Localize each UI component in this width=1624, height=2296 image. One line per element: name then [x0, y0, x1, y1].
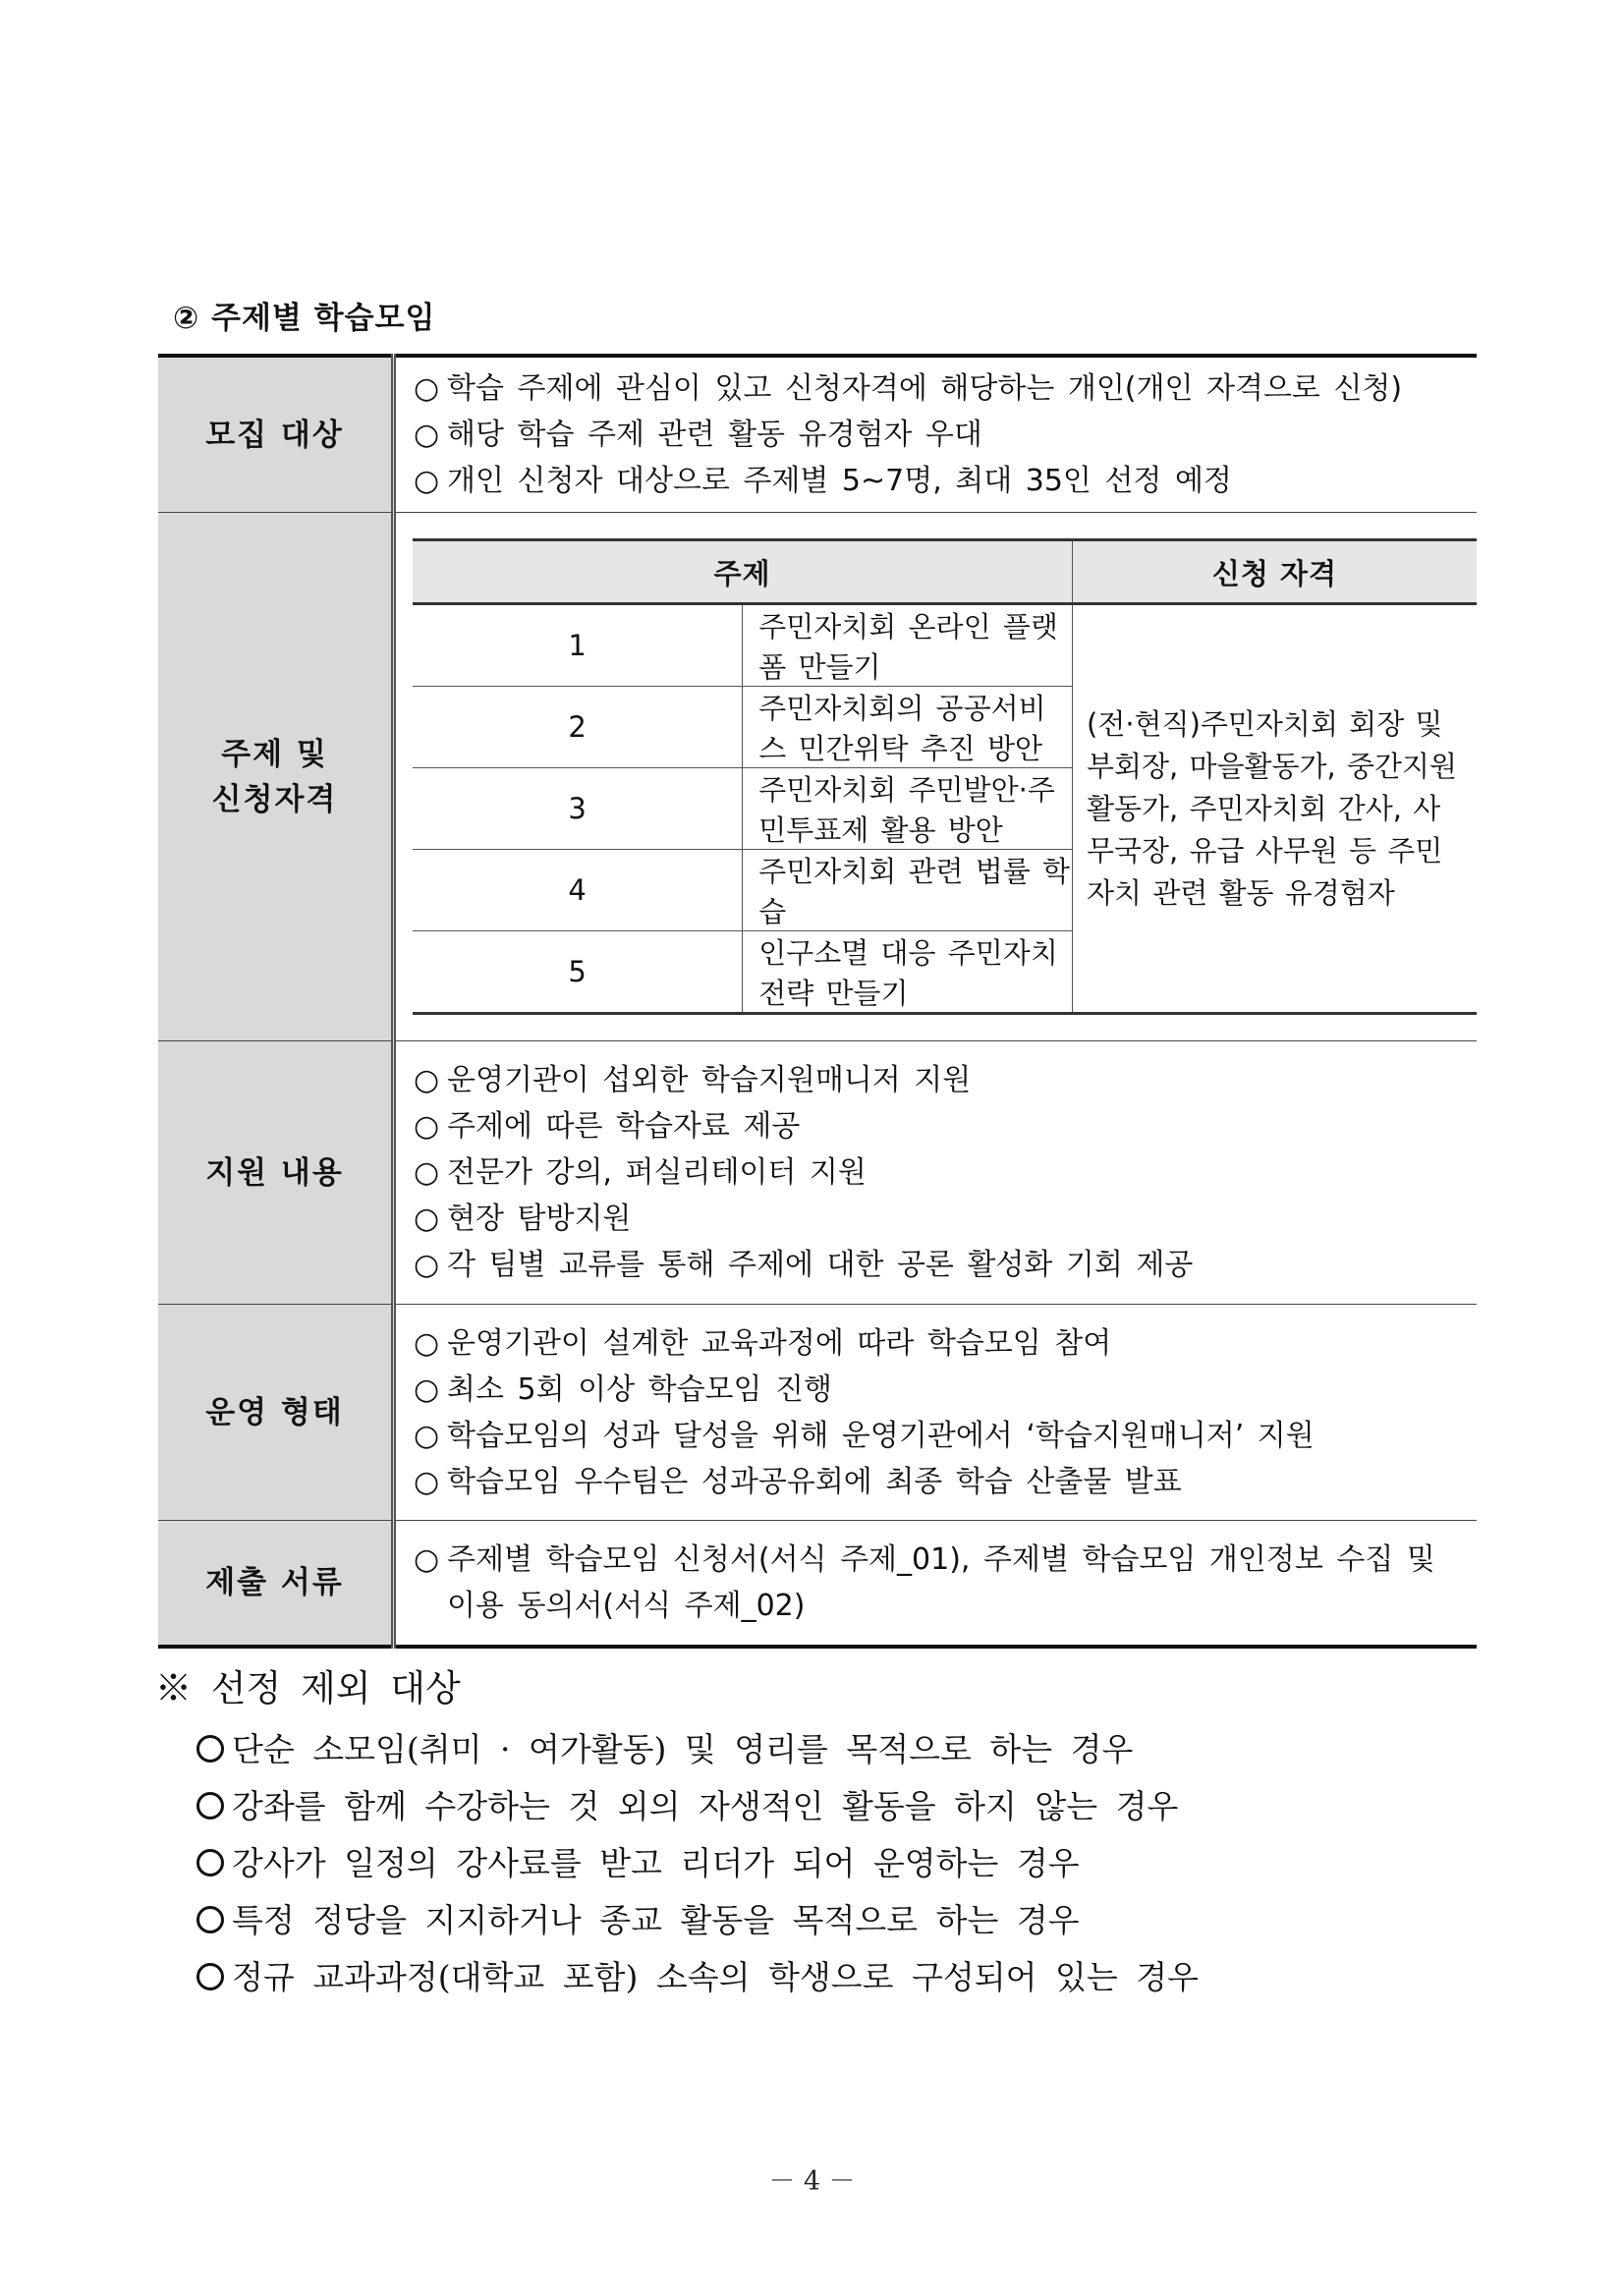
list-item: 강좌를 함께 수강하는 것 외의 자생적인 활동을 하지 않는 경우 — [196, 1778, 1199, 1835]
bullet-icon: ○ — [414, 371, 440, 406]
list-item: ○ 최소 5회 이상 학습모임 진행 — [414, 1367, 1467, 1413]
row-topics — [158, 513, 1477, 1041]
bullet-icon: ○ — [414, 1418, 440, 1453]
list-item: ○ 해당 학습 주제 관련 활동 유경험자 우대 — [414, 412, 1467, 458]
row-content-support — [394, 1041, 1478, 1305]
bullet-icon: ○ — [414, 1155, 440, 1190]
list-item: 특정 정당을 지지하거나 종교 활동을 목적으로 하는 경우 — [196, 1892, 1199, 1949]
support-list — [414, 1057, 1467, 1288]
row-label-recruit: 모집 대상 — [158, 356, 394, 513]
list-item: 단순 소모임(취미 · 여가활동) 및 영리를 목적으로 하는 경우 — [196, 1721, 1199, 1778]
bullet-icon: ○ — [414, 1541, 440, 1577]
row-content-topics — [394, 513, 1478, 1041]
bullet-icon: ○ — [414, 1109, 440, 1144]
exclusions-title: ※ 선정 제외 대상 — [155, 1667, 461, 1709]
row-content-recruit — [394, 356, 1478, 513]
topic-number: 4 — [413, 850, 743, 931]
bullet-icon: ○ — [414, 1202, 440, 1236]
topic-number: 3 — [413, 768, 743, 850]
list-item: ○ 학습모임 우수팀은 성과공유회에 최종 학습 산출물 발표 — [414, 1459, 1467, 1505]
row-label-documents: 제출 서류 — [158, 1521, 394, 1647]
circle-bullet-icon — [196, 1906, 224, 1933]
list-item: ○ 운영기관이 설계한 교육과정에 따라 학습모임 참여 — [414, 1320, 1467, 1367]
program-table — [158, 354, 1477, 1649]
page-number: － 4 － — [768, 2166, 856, 2197]
topic-name: 주민자치회 관련 법률 학습 — [743, 850, 1073, 931]
circle-bullet-icon — [196, 1849, 224, 1876]
bullet-icon: ○ — [414, 418, 440, 452]
list-item: ○ 학습 주제에 관심이 있고 신청자격에 해당하는 개인(개인 자격으로 신청) — [414, 365, 1467, 412]
row-support — [158, 1041, 1477, 1305]
recruit-list — [414, 365, 1467, 504]
list-item: ○ 전문가 강의, 퍼실리테이터 지원 — [414, 1149, 1467, 1196]
list-item: 정규 교과과정(대학교 포함) 소속의 학생으로 구성되어 있는 경우 — [196, 1949, 1199, 2006]
row-label-support: 지원 내용 — [158, 1041, 394, 1305]
bullet-icon: ○ — [414, 1372, 440, 1407]
bullet-icon: ○ — [414, 1063, 440, 1097]
list-item: 강사가 일정의 강사료를 받고 리더가 되어 운영하는 경우 — [196, 1835, 1199, 1892]
list-item: ○ 주제별 학습모임 신청서(서식 주제_01), 주제별 학습모임 개인정보 수집 및 이용 동의서(서식 주제_02) — [414, 1537, 1467, 1629]
exclusions-list — [196, 1721, 1199, 2006]
topic-qualification: (전·현직)주민자치회 회장 및 부회장, 마을활동가, 중간지원활동가, 주민자치회 간사, 사무국장, 유급 사무원 등 주민자치 관련 활동 유경험자 — [1087, 706, 1458, 910]
circle-bullet-icon — [196, 1735, 224, 1763]
bullet-icon: ○ — [414, 1325, 440, 1361]
row-content-documents — [394, 1521, 1478, 1647]
documents-list — [414, 1537, 1467, 1629]
row-recruit — [158, 356, 1477, 513]
circle-bullet-icon — [196, 1963, 224, 1990]
topic-name: 주민자치회 주민발안·주민투표제 활용 방안 — [743, 768, 1073, 850]
topics-header-qual: 신청 자격 — [1073, 540, 1478, 604]
operation-list — [414, 1320, 1467, 1505]
row-content-operation — [394, 1305, 1478, 1521]
section-title: ② 주제별 학습모임 — [173, 301, 436, 336]
topics-table — [413, 538, 1477, 1015]
bullet-icon: ○ — [414, 1248, 440, 1282]
row-label-operation: 운영 형태 — [158, 1305, 394, 1521]
topic-number: 1 — [413, 604, 743, 687]
topic-number: 2 — [413, 687, 743, 768]
list-item: ○ 각 팀별 교류를 통해 주제에 대한 공론 활성화 기회 제공 — [414, 1242, 1467, 1288]
topics-header-topic: 주제 — [413, 540, 1073, 604]
circle-bullet-icon — [196, 1792, 224, 1820]
topic-name: 인구소멸 대응 주민자치 전략 만들기 — [743, 931, 1073, 1014]
row-documents — [158, 1521, 1477, 1647]
list-item: ○ 개인 신청자 대상으로 주제별 5~7명, 최대 35인 선정 예정 — [414, 458, 1467, 504]
topic-number: 5 — [413, 931, 743, 1014]
bullet-icon: ○ — [414, 1464, 440, 1499]
row-operation — [158, 1305, 1477, 1521]
topic-name: 주민자치회 온라인 플랫폼 만들기 — [743, 604, 1073, 687]
bullet-icon: ○ — [414, 464, 440, 498]
topic-name: 주민자치회의 공공서비스 민간위탁 추진 방안 — [743, 687, 1073, 768]
list-item: ○ 학습모임의 성과 달성을 위해 운영기관에서 ‘학습지원매니저’ 지원 — [414, 1413, 1467, 1459]
table-row — [413, 604, 1477, 687]
list-item: ○ 운영기관이 섭외한 학습지원매니저 지원 — [414, 1057, 1467, 1103]
row-label-topics: 주제 및 신청자격 — [158, 513, 394, 1041]
list-item: ○ 현장 탐방지원 — [414, 1196, 1467, 1242]
list-item: ○ 주제에 따른 학습자료 제공 — [414, 1103, 1467, 1149]
